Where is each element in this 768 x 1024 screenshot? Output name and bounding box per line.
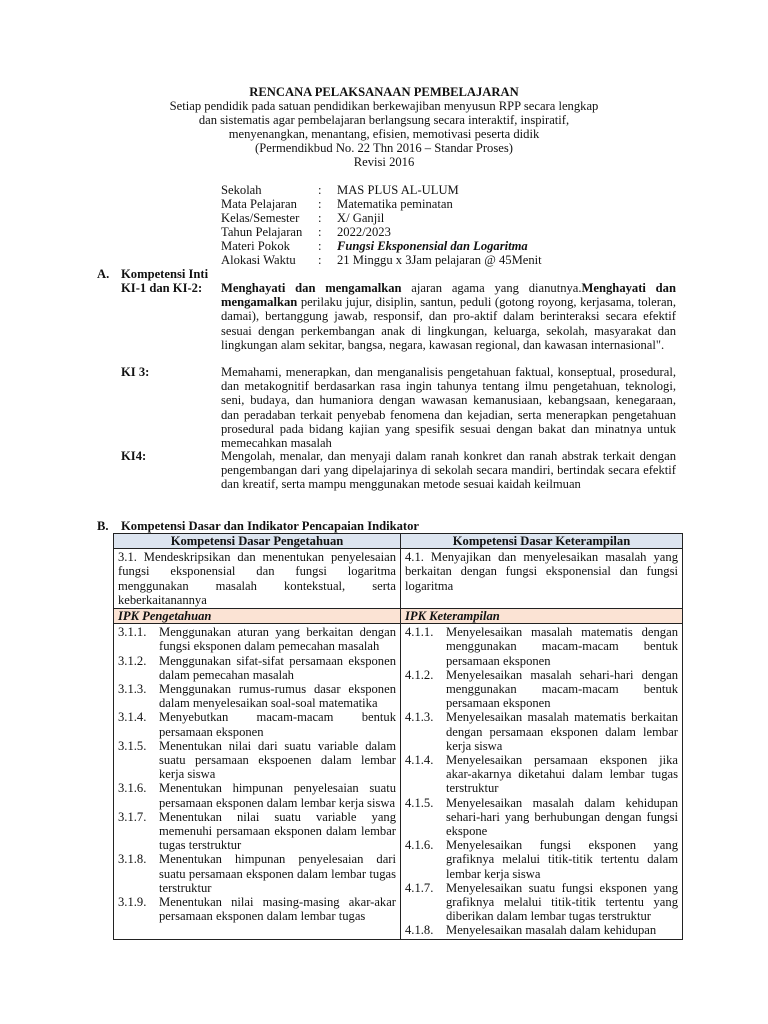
- ipk-item-number: 3.1.5.: [118, 738, 147, 753]
- ipk-item: [118, 625, 396, 653]
- ipk-item-text: Menyelesaikan masalah dalam kehidupan sehari-hari yang berhubungan dengan fungsi ekspone: [446, 795, 678, 839]
- ipk-item: [405, 838, 678, 881]
- ipk-item-text: Menggunakan aturan yang berkaitan dengan fungsi eksponen dalam pemecahan masalah: [159, 625, 396, 654]
- ipk-item: [405, 668, 678, 711]
- meta-value: Matematika peminatan: [337, 197, 453, 211]
- ipk-item-text: Menyelesaikan persamaan eksponen jika akar-akarnya diketahui dalam lembar tugas terstruktur: [446, 753, 678, 796]
- ipk-item-text: Menyelesaikan suatu fungsi eksponen yang grafiknya melalui titik-titik tertentu yang diberikan dalam lembar tugas terstruktur: [446, 880, 678, 924]
- meta-key: Materi Pokok: [221, 239, 290, 253]
- ipk-item-number: 3.1.2.: [118, 653, 147, 668]
- meta-key: Kelas/Semester: [221, 211, 300, 225]
- ipk-item: [118, 781, 396, 809]
- ki12-emphasis: Menghayati dan mengamalkan: [221, 281, 402, 295]
- ipk-item-number: 4.1.2.: [405, 667, 434, 682]
- ipk-item: [405, 881, 678, 924]
- ki12-text: [221, 281, 676, 352]
- ipk-item-text: Menentukan nilai suatu variable yang memenuhi persamaan eksponen dalam lembar tugas terstruktur: [159, 809, 396, 853]
- column-header-skills: Kompetensi Dasar Keterampilan: [401, 534, 683, 549]
- ipk-item-number: 4.1.7.: [405, 880, 434, 895]
- ipk-item-number: 4.1.3.: [405, 710, 434, 725]
- ki4-text: Mengolah, menalar, dan menyaji dalam ranah konkret dan ranah abstrak terkait dengan pengembangan dari yang dipelajarinya di sekolah secara mandiri, bertindak secara efektif dan kreatif, serta mampu menggunakan metode sesuai kaidah keilmuan: [221, 449, 676, 492]
- ipk-skills-header: IPK Keterampilan: [401, 609, 683, 624]
- ipk-header-row: [114, 609, 683, 624]
- ki12-body: perilaku jujur, disiplin, santun, peduli (gotong royong, kerjasama, toleran, damai), bertanggung jawab, responsif, dan pro-aktif dalam berinteraksi secara efektif sesuai dengan perkembangan anak di lingkungan, keluarga, sekolah, masyarakat dan lingkungan alam sekitar, bangsa, negara, kawasan regional, dan kawasan internasional".: [221, 295, 676, 352]
- meta-colon: :: [318, 211, 322, 225]
- ipk-item-number: 4.1.5.: [405, 795, 434, 810]
- ipk-item: [118, 810, 396, 853]
- ipk-item-number: 3.1.8.: [118, 852, 147, 867]
- header-line: dan sistematis agar pembelajaran berlangsung secara interaktif, inspiratif,: [198, 113, 570, 127]
- meta-colon: :: [318, 197, 322, 211]
- ki4-label: KI4:: [121, 449, 147, 463]
- ipk-item-number: 3.1.9.: [118, 895, 147, 910]
- meta-key: Alokasi Waktu: [221, 253, 296, 267]
- ipk-item-number: 4.1.8.: [405, 923, 434, 938]
- meta-key: Mata Pelajaran: [221, 197, 297, 211]
- kd-table: [113, 533, 683, 940]
- ipk-item: [405, 923, 678, 937]
- ipk-item-text: Menentukan himpunan penyelesaian dari suatu persamaan eksponen dalam lembar tugas terstruktur: [159, 852, 396, 895]
- ipk-item-number: 4.1.4.: [405, 753, 434, 768]
- ipk-items-row: [114, 624, 683, 939]
- ipk-item-number: 3.1.3.: [118, 682, 147, 697]
- ki3-label: KI 3:: [121, 365, 150, 379]
- meta-colon: :: [318, 183, 322, 197]
- meta-value: X/ Ganjil: [337, 211, 385, 225]
- ipk-item-text: Menyelesaikan masalah sehari-hari dengan menggunakan macam-macam bentuk persamaan eksponen: [446, 667, 678, 711]
- ki12-body: ajaran agama yang dianutnya.: [401, 281, 582, 295]
- section-a-letter: A.: [97, 267, 110, 281]
- section-b-title: Kompetensi Dasar dan Indikator Pencapaian Indikator: [121, 519, 419, 533]
- ipk-knowledge-cell: [114, 624, 401, 939]
- ipk-item-text: Menyelesaikan masalah dalam kehidupan: [446, 923, 657, 938]
- column-header-knowledge: Kompetensi Dasar Pengetahuan: [114, 534, 401, 549]
- meta-value: 21 Minggu x 3Jam pelajaran @ 45Menit: [337, 253, 542, 267]
- ipk-item: [405, 753, 678, 796]
- ipk-item: [118, 654, 396, 682]
- ipk-item: [405, 710, 678, 753]
- ipk-item-text: Menyelesaikan fungsi eksponen yang grafiknya melalui titik-titik tertentu dalam lembar kerja siswa: [446, 838, 678, 881]
- ipk-item: [118, 895, 396, 923]
- meta-colon: :: [318, 225, 322, 239]
- ipk-item-text: Menentukan nilai dari suatu variable dalam suatu persamaan ekspoenen dalam lembar kerja siswa: [159, 738, 396, 782]
- ipk-knowledge-list: [118, 625, 396, 923]
- meta-value: 2022/2023: [337, 225, 391, 239]
- meta-key: Sekolah: [221, 183, 262, 197]
- ki3-text: Memahami, menerapkan, dan menganalisis pengetahuan faktual, konseptual, prosedural, dan metakognitif berdasarkan rasa ingin tahunya tentang ilmu pengetahuan, teknologi, seni, budaya, dan humaniora dengan wawasan kemanusiaan, kebangsaan, kenegaraan, dan peradaban terkait penyebab fenomena dan kejadian, serta menerapkan pengetahuan prosedural pada bidang kajian yang spesifik sesuai dengan bakat dan minatnya untuk memecahkan masalah: [221, 365, 676, 451]
- ki12-label: KI-1 dan KI-2:: [121, 281, 203, 295]
- section-a-title: Kompetensi Inti: [121, 267, 209, 281]
- ipk-item: [405, 796, 678, 839]
- ipk-item-text: Menyelesaikan masalah matematis dengan menggunakan macam-macam bentuk persamaan eksponen: [446, 625, 678, 668]
- ipk-item: [118, 852, 396, 895]
- ipk-skills-cell: [401, 624, 683, 939]
- header-line: Setiap pendidik pada satuan pendidikan berkewajiban menyusun RPP secara lengkap: [169, 99, 599, 113]
- ipk-item-text: Menggunakan rumus-rumus dasar eksponen dalam menyelesaikan soal-soal matematika: [159, 682, 396, 711]
- ipk-item-text: Menggunakan sifat-sifat persamaan eksponen dalam pemecahan masalah: [159, 653, 396, 682]
- meta-value: Fungsi Eksponensial dan Logaritma: [337, 239, 528, 253]
- ipk-item: [118, 739, 396, 782]
- header-line: menyenangkan, menantang, efisien, memotivasi peserta didik: [228, 127, 540, 141]
- kd-knowledge: 3.1. Mendeskripsikan dan menentukan penyelesaian fungsi eksponensial dan fungsi logaritma menggunakan masalah kontekstual, serta keberkaitanannya: [114, 549, 401, 609]
- meta-colon: :: [318, 253, 322, 267]
- ipk-item: [405, 625, 678, 668]
- document-title: RENCANA PELAKSANAAN PEMBELAJARAN: [249, 85, 519, 99]
- ipk-item-number: 3.1.6.: [118, 781, 147, 796]
- ipk-item-text: Menentukan nilai masing-masing akar-akar persamaan eksponen dalam lembar tugas: [159, 895, 396, 924]
- meta-colon: :: [318, 239, 322, 253]
- section-b-letter: B.: [97, 519, 109, 533]
- ipk-item: [118, 710, 396, 738]
- meta-key: Tahun Pelajaran: [221, 225, 303, 239]
- ipk-knowledge-header: IPK Pengetahuan: [114, 609, 401, 624]
- kd-skills: 4.1. Menyajikan dan menyelesaikan masalah yang berkaitan dengan fungsi eksponensial dan fungsi logaritma: [401, 549, 683, 609]
- header-line: (Permendikbud No. 22 Thn 2016 – Standar Proses): [255, 141, 513, 155]
- kd-row: [114, 549, 683, 609]
- ipk-item-text: Menentukan himpunan penyelesaian suatu persamaan eksponen dalam lembar kerja siswa: [159, 781, 396, 810]
- ipk-item-text: Menyelesaikan masalah matematis berkaitan dengan persamaan eksponen dalam lembar kerja siswa: [446, 710, 678, 753]
- ipk-item: [118, 682, 396, 710]
- ipk-item-number: 4.1.6.: [405, 838, 434, 853]
- ipk-item-text: Menyebutkan macam-macam bentuk persamaan eksponen: [159, 710, 396, 739]
- ipk-item-number: 3.1.1.: [118, 625, 147, 640]
- ipk-item-number: 3.1.4.: [118, 710, 147, 725]
- meta-value: MAS PLUS AL-ULUM: [337, 183, 459, 197]
- kd-header-row: [114, 534, 683, 549]
- header-revision: Revisi 2016: [353, 155, 415, 169]
- ipk-item-number: 4.1.1.: [405, 625, 434, 640]
- ki12-emphasis: Menghayati dan mengamalkan: [221, 281, 676, 310]
- ipk-item-number: 3.1.7.: [118, 809, 147, 824]
- ipk-skills-list: [405, 625, 678, 937]
